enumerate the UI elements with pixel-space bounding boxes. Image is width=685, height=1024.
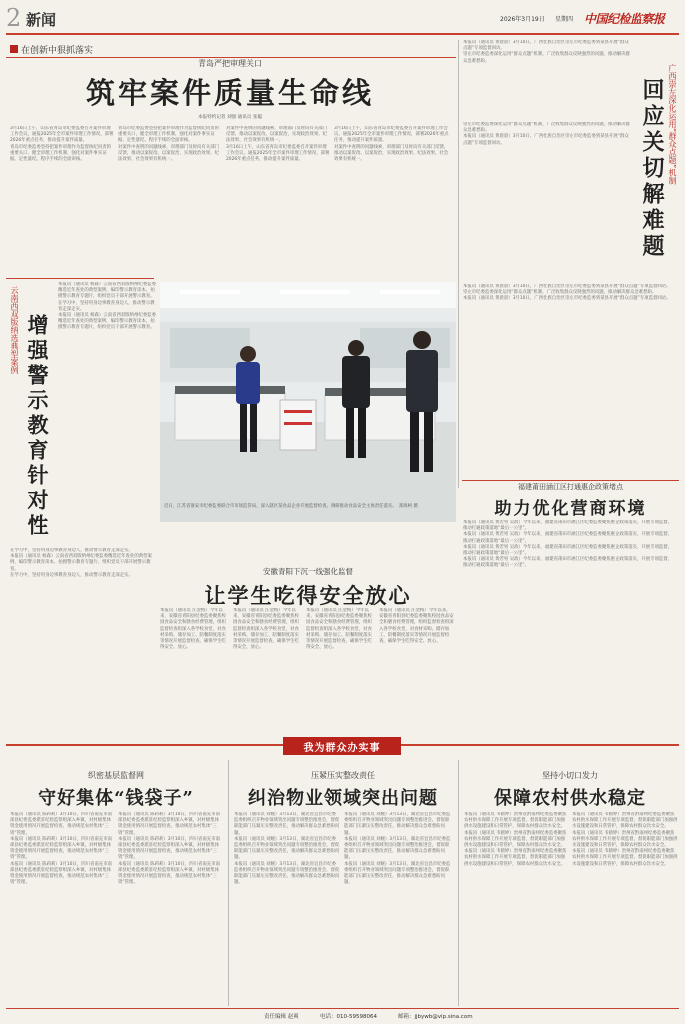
bottom1-headline: 守好集体“钱袋子” bbox=[38, 788, 194, 809]
bottom1-body-b: 本报讯（通讯员 陈莉莉）3月10日，四川省南充市南部县纪委监委派驻纪检监察组深入乡镇，对村级集体资金使用情况开展监督检查，推动规范农村集体“三资”管理。 本报讯（通讯员 陈莉莉）3月10日，四川省南充市南部县纪委监委派驻纪检监察组深入乡镇，对村级集体资金使用情况开展监督检查，推动规范农村集体“三资”管理。 本报讯（通讯员 陈莉莉）3月10日，四川省南充市南部县纪委监委派驻纪检监察组深入乡镇，对村级集体资金使用情况开展监督检查，推动规范农村集体“三资”管理。 bbox=[118, 812, 220, 886]
main-body-col4: 3月16日上午，山东省青岛市纪委监委召开案件审理工作会议，通报2025年全市案件审理工作情况，部署2026年重点任务，推动提升案件质量。 对案件中查明的问题线索，审理部门及时向有关部门反馈，推动以案促改、以案促治，实现政治效果、纪法效果、社会效果有机统一。 bbox=[334, 126, 449, 163]
bottom3-headline: 保障农村供水稳定 bbox=[494, 788, 646, 809]
main-headline: 筑牢案件质量生命线 bbox=[85, 76, 374, 110]
main-body-col2: 青岛市纪委监委坚持把案件审理作为监督执纪问责的重要关口，健全审理工作机制，强化对案件事实证据、定性量纪、程序手续的全面审核。 对案件中查明的问题线索，审理部门及时向有关部门反馈，推动以案促改、以案促治，实现政治效果、纪法效果、社会效果有机统一。 bbox=[118, 126, 219, 163]
section-banner-title: 我为群众办实事 bbox=[303, 743, 381, 754]
right-body-top: 本报讯（通讯员 黄晨晨）3月10日，广西壮族自治区崇左市纪委监委到某县开展“群众点题”专项监督回访。 崇左市纪委监委深化运用“群众点题”机制，广泛收集群众反映强烈的问题，推动解决群众急难愁盼。 bbox=[463, 40, 631, 64]
right-body-mid: 崇左市纪委监委深化运用“群众点题”机制，广泛收集群众反映强烈的问题，推动解决群众急难愁盼。 本报讯（通讯员 黄晨晨）3月10日，广西壮族自治区崇左市纪委监委到某县开展“群众点题”专项监督回访。 bbox=[463, 122, 631, 146]
side-story-rule bbox=[462, 480, 679, 481]
school-kicker: 安徽青阳下沉一线强化监督 bbox=[263, 567, 353, 576]
left-body-right: 本报讯（通讯员 杨森）云南省西双版纳州纪委监委精选近年查处的典型案例，编印警示教育读本，拍摄警示教育专题片，组织党员干部开展警示教育。 在学习中，坚持用身边事教育身边人，推动警示教育走深走实。 本报讯（通讯员 杨森）云南省西双版纳州纪委监委精选近年查处的典型案例，编印警示教育读本，拍摄警示教育专题片，组织党员干部开展警示教育。 bbox=[58, 282, 156, 331]
side-headline: 助力优化营商环境 bbox=[494, 499, 647, 519]
school-body-2: 本报讯（通讯员 汪金梅）今年以来，安徽省青阳县纪委监委聚焦校园食品安全和膳食经费管理，组织监督检查组深入各学校食堂，对食材采购、储存加工、陪餐制度落实等情况开展监督检查，确保学生吃得安全、放心。 bbox=[233, 608, 299, 651]
main-kicker: 青岛严把审理关口 bbox=[198, 59, 262, 68]
column-label-icon bbox=[10, 45, 18, 53]
divider-main-right bbox=[458, 40, 459, 480]
divider-bottom-1 bbox=[228, 760, 229, 1006]
main-byline: 本报特约记者 刘强 通讯员 张聪 bbox=[197, 115, 263, 120]
masthead-logo: 中国纪检监察报 bbox=[584, 12, 665, 26]
photo-lab-inspection bbox=[160, 282, 456, 522]
section-title: 新闻 bbox=[26, 11, 57, 29]
bottom1-body-a: 本报讯（通讯员 陈莉莉）3月10日，四川省南充市南部县纪委监委派驻纪检监察组深入乡镇，对村级集体资金使用情况开展监督检查，推动规范农村集体“三资”管理。 本报讯（通讯员 陈莉莉）3月10日，四川省南充市南部县纪委监委派驻纪检监察组深入乡镇，对村级集体资金使用情况开展监督检查，推动规范农村集体“三资”管理。 本报讯（通讯员 陈莉莉）3月10日，四川省南充市南部县纪委监委派驻纪检监察组深入乡镇，对村级集体资金使用情况开展监督检查，推动规范农村集体“三资”管理。 bbox=[10, 812, 112, 886]
left-vertical-headline: 增强警示教育针对性 bbox=[25, 314, 50, 539]
footer-email: 邮箱：jjbywb@vip.sina.com bbox=[398, 1014, 473, 1020]
footer-editor: 责任编辑 赵爽 bbox=[264, 1014, 299, 1020]
page-header bbox=[0, 0, 685, 40]
right-vertical-region: 广西崇左深化运用“群众点题”机制 bbox=[668, 64, 677, 185]
left-body-bottom: 在学习中，坚持用身边事教育身边人，推动警示教育走深走实。 本报讯（通讯员 杨森）云南省西双版纳州纪委监委精选近年查处的典型案例，编印警示教育读本，拍摄警示教育专题片，组织党员干部开展警示教育。 在学习中，坚持用身边事教育身边人，推动警示教育走深走实。 bbox=[10, 548, 152, 578]
right-body-bottom: 本报讯（通讯员 黄晨晨）3月10日，广西壮族自治区崇左市纪委监委到某县开展“群众点题”专项监督回访。 崇左市纪委监委深化运用“群众点题”机制，广泛收集群众反映强烈的问题，推动解决群众急难愁盼。 本报讯（通讯员 黄晨晨）3月10日，广西壮族自治区崇左市纪委监委到某县开展“群众点题”专项监督回访。 bbox=[463, 284, 671, 302]
news-photo bbox=[160, 282, 456, 522]
left-story-rule bbox=[6, 278, 154, 279]
footer-rule bbox=[6, 1008, 679, 1009]
side-body: 本报讯（通讯员 黄若男 吴政）今年以来，福建省莆田市涵江区纪委监委聚焦惠企政策落实，开展专项监督，推动打通政策落地“最后一公里”。 本报讯（通讯员 黄若男 吴政）今年以来，福建省莆田市涵江区纪委监委聚焦惠企政策落实，开展专项监督，推动打通政策落地“最后一公里”。 本报讯（通讯员 黄若男 吴政）今年以来，福建省莆田市涵江区纪委监委聚焦惠企政策落实，开展专项监督，推动打通政策落地“最后一公里”。 本报讯（通讯员 黄若男 吴政）今年以来，福建省莆田市涵江区纪委监委聚焦惠企政策落实，开展专项监督，推动打通政策落地“最后一公里”。 bbox=[463, 520, 673, 569]
school-body-3: 本报讯（通讯员 汪金梅）今年以来，安徽省青阳县纪委监委聚焦校园食品安全和膳食经费管理，组织监督检查组深入各学校食堂，对食材采购、储存加工、陪餐制度落实等情况开展监督检查，确保学生吃得安全、放心。 bbox=[306, 608, 372, 651]
bottom2-body-a: 本报讯（通讯员 刘婉）3月13日，湖北省宜昌市纪委监委组织召开物业领域突出问题专项整治推进会，督促职能部门压紧压实整改责任，推动解决群众急难愁盼问题。 本报讯（通讯员 刘婉）3月13日，湖北省宜昌市纪委监委组织召开物业领域突出问题专项整治推进会，督促职能部门压紧压实整改责任，推动解决群众急难愁盼问题。 本报讯（通讯员 刘婉）3月13日，湖北省宜昌市纪委监委组织召开物业领域突出问题专项整治推进会，督促职能部门压紧压实整改责任，推动解决群众急难愁盼问题。 bbox=[234, 812, 340, 886]
bottom3-body-b: 本报讯（通讯员 韦鹤婷）贵州省黔南州纪委监委聚焦农村供水保障工作开展专项监督，督促职能部门加强供水设施建设和日常管护，保障农村群众饮水安全。 本报讯（通讯员 韦鹤婷）贵州省黔南州纪委监委聚焦农村供水保障工作开展专项监督，督促职能部门加强供水设施建设和日常管护，保障农村群众饮水安全。 本报讯（通讯员 韦鹤婷）贵州省黔南州纪委监委聚焦农村供水保障工作开展专项监督，督促职能部门加强供水设施建设和日常管护，保障农村群众饮水安全。 bbox=[572, 812, 678, 867]
divider-bottom-2 bbox=[458, 760, 459, 1006]
divider-photo-right bbox=[458, 480, 459, 488]
bottom2-body-b: 本报讯（通讯员 刘婉）3月13日，湖北省宜昌市纪委监委组织召开物业领域突出问题专项整治推进会，督促职能部门压紧压实整改责任，推动解决群众急难愁盼问题。 本报讯（通讯员 刘婉）3月13日，湖北省宜昌市纪委监委组织召开物业领域突出问题专项整治推进会，督促职能部门压紧压实整改责任，推动解决群众急难愁盼问题。 本报讯（通讯员 刘婉）3月13日，湖北省宜昌市纪委监委组织召开物业领域突出问题专项整治推进会，督促职能部门压紧压实整改责任，推动解决群众急难愁盼问题。 bbox=[344, 812, 451, 886]
left-vertical-region: 云南西双版纳选典型案例 bbox=[10, 286, 19, 374]
main-body-col1: 3月16日上午，山东省青岛市纪委监委召开案件审理工作会议，通报2025年全市案件审理工作情况，部署2026年重点任务，推动提升案件质量。 青岛市纪委监委坚持把案件审理作为监督执纪问责的重要关口，健全审理工作机制，强化对案件事实证据、定性量纪、程序手续的全面审核。 bbox=[10, 126, 114, 163]
bottom2-kicker: 压紧压实整改责任 bbox=[311, 771, 375, 780]
footer-phone: 电话：010-59598064 bbox=[320, 1014, 377, 1020]
photo-caption: 近日，江苏省淮安市纪委监委联合市市场监管局，深入辖区某食品企业开展监督检查，调研推动食品安全主体责任落实。 郑海柯 摄 bbox=[164, 504, 418, 509]
page-number: 2 bbox=[6, 4, 22, 32]
right-vertical-headline: 回应关切解难题 bbox=[639, 78, 665, 260]
side-kicker: 福建莆田涵江区打通惠企政策堵点 bbox=[518, 483, 623, 491]
issue-weekday: 星期四 bbox=[555, 16, 574, 23]
bottom3-body-a: 本报讯（通讯员 韦鹤婷）贵州省黔南州纪委监委聚焦农村供水保障工作开展专项监督，督促职能部门加强供水设施建设和日常管护，保障农村群众饮水安全。 本报讯（通讯员 韦鹤婷）贵州省黔南州纪委监委聚焦农村供水保障工作开展专项监督，督促职能部门加强供水设施建设和日常管护，保障农村群众饮水安全。 本报讯（通讯员 韦鹤婷）贵州省黔南州纪委监委聚焦农村供水保障工作开展专项监督，督促职能部门加强供水设施建设和日常管护，保障农村群众饮水安全。 bbox=[464, 812, 567, 867]
bottom1-kicker: 织密基层监督网 bbox=[88, 771, 144, 780]
issue-date: 2026年3月19日 bbox=[500, 16, 545, 23]
bottom3-kicker: 坚持小切口发力 bbox=[542, 771, 598, 780]
school-body-1: 本报讯（通讯员 汪金梅）今年以来，安徽省青阳县纪委监委聚焦校园食品安全和膳食经费管理，组织监督检查组深入各学校食堂，对食材采购、储存加工、陪餐制度落实等情况开展监督检查，确保学生吃得安全、放心。 bbox=[160, 608, 226, 651]
main-body-col3: 对案件中查明的问题线索，审理部门及时向有关部门反馈，推动以案促改、以案促治，实现政治效果、纪法效果、社会效果有机统一。 3月16日上午，山东省青岛市纪委监委召开案件审理工作会议，通报2025年全市案件审理工作情况，部署2026年重点任务，推动提升案件质量。 bbox=[226, 126, 330, 163]
header-rule bbox=[6, 33, 679, 35]
school-headline: 让学生吃得安全放心 bbox=[204, 583, 412, 608]
bottom2-headline: 纠治物业领域突出问题 bbox=[248, 788, 438, 809]
school-body-4: 本报讯（通讯员 汪金梅）今年以来，安徽省青阳县纪委监委聚焦校园食品安全和膳食经费管理，组织监督检查组深入各学校食堂，对食材采购、储存加工、陪餐制度落实等情况开展监督检查，确保学生吃得安全、放心。 bbox=[379, 608, 454, 645]
